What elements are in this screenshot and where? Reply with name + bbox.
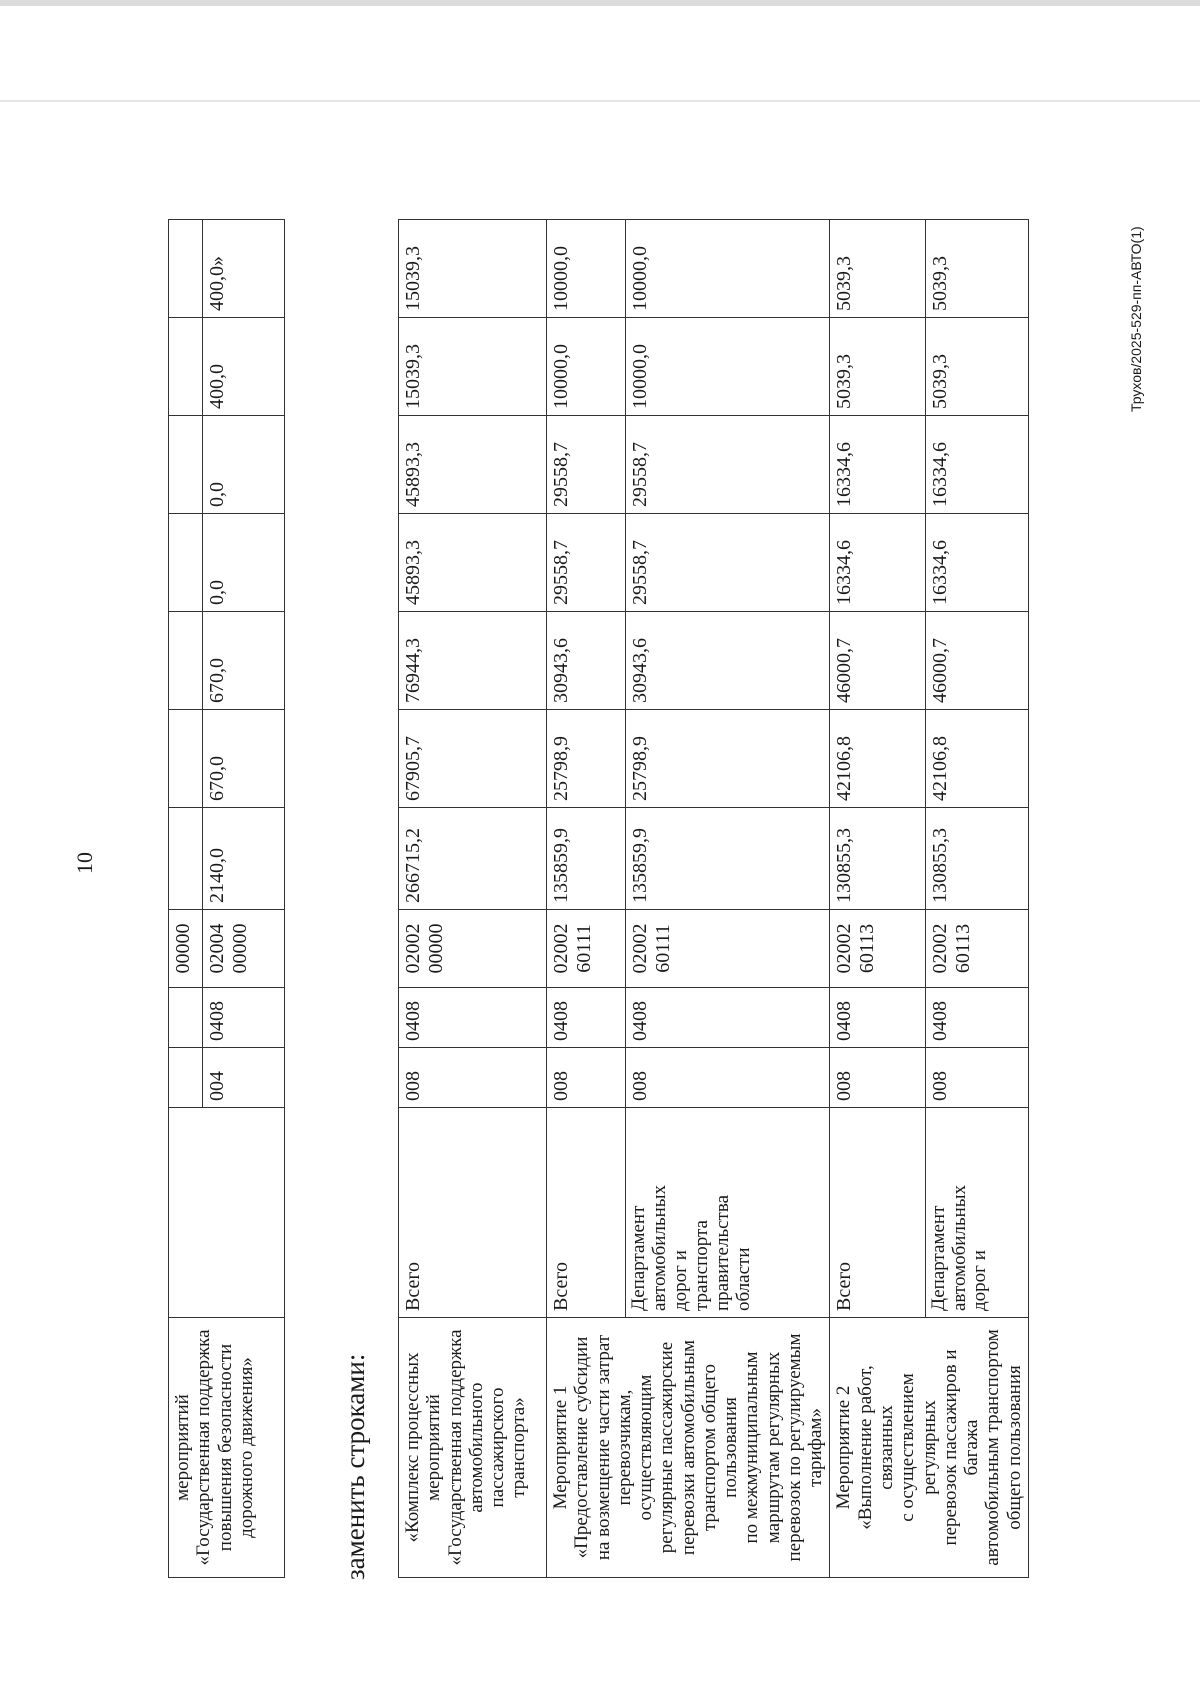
code-cell (169, 1048, 203, 1108)
value-cell: 76944,3 (399, 612, 547, 710)
value-cell: 130855,3 (830, 808, 925, 910)
value-cell: 16334,6 (925, 514, 1028, 612)
previous-table-fragment (168, 219, 285, 1578)
value-cell: 16334,6 (830, 514, 925, 612)
value-cell: 29558,7 (547, 514, 626, 612)
table-row (830, 220, 925, 1578)
value-cell: 42106,8 (830, 710, 925, 808)
csr-cell: 02002 60111 (547, 910, 626, 988)
value-cell: 0,0 (203, 514, 285, 612)
value-cell: 45893,3 (399, 514, 547, 612)
grbs-cell: 008 (830, 1048, 925, 1108)
value-cell: 16334,6 (925, 416, 1028, 514)
grbs-cell: 008 (547, 1048, 626, 1108)
replace-caption: заменить строками: (340, 1353, 370, 1580)
value-cell: 16334,6 (830, 416, 925, 514)
value-cell: 15039,3 (399, 220, 547, 318)
value-cell: 135859,9 (547, 808, 626, 910)
table-row (547, 220, 626, 1578)
csr-cell: 02004 00000 (203, 910, 285, 988)
value-cell: 2140,0 (203, 808, 285, 910)
csr-cell: 02002 00000 (399, 910, 547, 988)
value-cell: 400,0» (203, 220, 285, 318)
value-cell: 135859,9 (626, 808, 830, 910)
value-cell: 5039,3 (925, 318, 1028, 416)
value-cell: 5039,3 (830, 318, 925, 416)
rzpr-cell: 0408 (830, 988, 925, 1048)
value-cell: 266715,2 (399, 808, 547, 910)
csr-cell: 02002 60111 (626, 910, 830, 988)
rzpr-cell: 0408 (399, 988, 547, 1048)
value-cell: 10000,0 (626, 318, 830, 416)
executor-cell: Департамент автомобильных дорог и (925, 1108, 1028, 1318)
value-cell: 42106,8 (925, 710, 1028, 808)
scan-artifact (0, 100, 1200, 102)
code-cell: 00000 (169, 910, 203, 988)
value-cell: 25798,9 (547, 710, 626, 808)
value-cell: 5039,3 (925, 220, 1028, 318)
rzpr-cell: 0408 (925, 988, 1028, 1048)
value-cell: 46000,7 (830, 612, 925, 710)
csr-cell: 02002 60113 (925, 910, 1028, 988)
value-cell: 10000,0 (547, 318, 626, 416)
value-cell: 10000,0 (547, 220, 626, 318)
value-cell: 30943,6 (547, 612, 626, 710)
grbs-cell: 004 (203, 1048, 285, 1108)
measure-name-cell: «Комплекс процессных мероприятий «Государственная поддержка автомобильного пассажирского транспорта» (399, 1318, 547, 1578)
document-footer-id: Трухов/2025-529-пп-АВТО(1) (1128, 226, 1144, 412)
rzpr-cell: 0408 (626, 988, 830, 1048)
executor-cell: Всего (399, 1108, 547, 1318)
value-cell: 400,0 (203, 318, 285, 416)
measure-name-cell: Мероприятие 1 «Предоставление субсидии на возмещение части затрат перевозчикам, осуществляющим регулярные пассажирские перевозки автомобильным транспортом общего пользования по межмуниципальным маршрутам регулярных перевозок по регулируемым тарифам» (547, 1318, 830, 1578)
executor-cell (169, 1108, 285, 1318)
value-cell: 29558,7 (626, 514, 830, 612)
measure-name-cell: мероприятий «Государственная поддержка повышения безопасности дорожного движения» (169, 1318, 285, 1578)
value-cell: 45893,3 (399, 416, 547, 514)
rzpr-cell: 0408 (203, 988, 285, 1048)
code-cell (169, 988, 203, 1048)
measure-name-cell: Мероприятие 2 «Выполнение работ, связанных с осуществлением регулярных перевозок пассажиров и багажа автомобильным транспортом общего пользования (830, 1318, 1028, 1578)
value-cell: 670,0 (203, 710, 285, 808)
value-cell: 5039,3 (830, 220, 925, 318)
value-cell: 29558,7 (626, 416, 830, 514)
value-cell: 15039,3 (399, 318, 547, 416)
value-cell: 0,0 (203, 416, 285, 514)
value-cell: 30943,6 (626, 612, 830, 710)
page-number: 10 (72, 852, 97, 874)
value-cell: 10000,0 (626, 220, 830, 318)
replacement-table (398, 219, 1029, 1578)
value-cell: 29558,7 (547, 416, 626, 514)
value-cell: 130855,3 (925, 808, 1028, 910)
value-cell: 670,0 (203, 612, 285, 710)
executor-cell: Департамент автомобильных дорог и транспорта правительства области (626, 1108, 830, 1318)
rzpr-cell: 0408 (547, 988, 626, 1048)
csr-cell: 02002 60113 (830, 910, 925, 988)
grbs-cell: 008 (626, 1048, 830, 1108)
grbs-cell: 008 (925, 1048, 1028, 1108)
executor-cell: Всего (547, 1108, 626, 1318)
executor-cell: Всего (830, 1108, 925, 1318)
value-cell: 46000,7 (925, 612, 1028, 710)
header-code-row (169, 220, 203, 1578)
value-cell: 67905,7 (399, 710, 547, 808)
value-cell: 25798,9 (626, 710, 830, 808)
grbs-cell: 008 (399, 1048, 547, 1108)
table-row (399, 220, 547, 1578)
